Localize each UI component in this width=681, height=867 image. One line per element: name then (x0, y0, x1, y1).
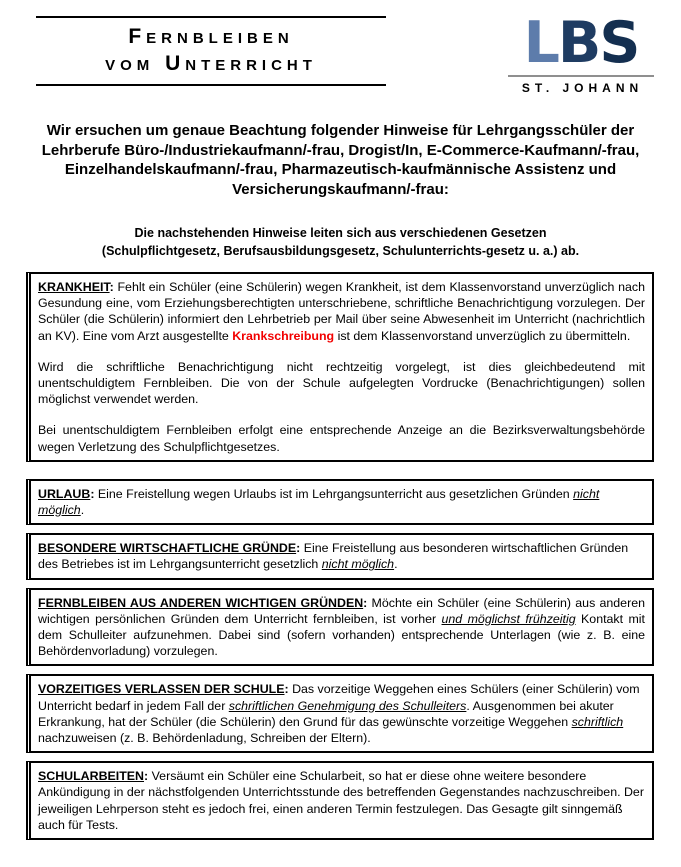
section-heading: VORZEITIGES VERLASSEN DER SCHULE (38, 682, 285, 697)
section-box-urlaub (26, 479, 654, 525)
section-box-krankheit (26, 272, 654, 462)
logo-subtitle: ST. JOHANN (521, 81, 644, 95)
text-run: : (144, 769, 152, 784)
text-run: . (80, 503, 85, 518)
text-run: : (109, 280, 118, 294)
sections (26, 272, 654, 848)
text-run: Kontakt mit dem Schulleiter aufzunehmen. Dabei sind (sofern vorhanden) entsprechende Unterlagen (wie z. B. eine Behördenvorladung) vorzulegen. (38, 611, 645, 659)
section-heading: SCHULARBEITEN (38, 769, 145, 784)
lbs-logo (508, 12, 654, 95)
text-run: : (284, 682, 293, 697)
logo-letter-s: S (599, 10, 639, 76)
section-heading: URLAUB (38, 486, 91, 501)
text-run: nicht möglich (321, 557, 395, 572)
text-run: : (296, 541, 304, 556)
text-run: Bei unentschuldigtem Fernbleiben erfolgt eine entsprechende Anzeige an die Bezirksverwaltungsbehörde wegen Verletzung des Schulpflichtgesetzes. (38, 423, 645, 454)
section-box-wirtschaftliche-gruende (26, 533, 654, 579)
section-paragraph (38, 768, 645, 833)
text-run: Eine Freistellung wegen Urlaubs ist im Lehrgangsunterricht aus gesetzlichen Gründen (97, 486, 574, 501)
logo-letter-b: B (557, 10, 600, 76)
text-run: schriftlichen Genehmigung des Schulleiters (228, 698, 467, 713)
page-title-line-1: Fernbleiben (128, 25, 294, 48)
document-title-block (36, 16, 386, 86)
section-heading: BESONDERE WIRTSCHAFTLICHE GRÜNDE (38, 541, 297, 556)
logo-lbs (508, 12, 654, 74)
text-run: Wird die schriftliche Benachrichtigung nicht rechtzeitig vorgelegt, ist dies gleichbedeutend mit unentschuldigtem Fernbleiben. Die von der Schule aufgelegten Vordrucke (Benachrichtigungen) sollen möglichst verwendet werden. (38, 359, 645, 407)
section-paragraph (38, 359, 645, 408)
section-paragraph (38, 486, 645, 518)
section-paragraph (38, 279, 645, 344)
section-heading: KRANKHEIT (38, 280, 110, 294)
section-paragraph (38, 681, 645, 746)
text-run: ist dem Klassenvorstand unverzüglich zu übermitteln. (334, 328, 631, 343)
text-run: nicht möglich (38, 486, 600, 518)
section-paragraph (38, 422, 645, 454)
text-run: : (363, 595, 372, 610)
text-run: Möchte ein Schüler (eine Schülerin) aus anderen wichtigen persönlichen Gründen dem Unterricht fernbleiben, ist vorher (38, 595, 645, 626)
intro-paragraph: Wir ersuchen um genaue Beachtung folgender Hinweise für Lehrgangsschüler der Lehrberufe Büro-/Industriekaufmann/-frau, Drogist/In, E-Commerce-Kaufmann/-frau, Einzelhandelskaufmann/-frau, Pharmazeutisch-kaufmännische Assistenz und Versicherungskaufmann/-frau: (41, 122, 640, 198)
text-run: Versäumt ein Schüler eine Schularbeit, so hat er diese ohne weitere besondere Ankündigung in der nächstfolgenden Unterrichtsstunde des betreffenden Gegenstandes nachzuschreiben. Der jeweiligen Lehrperson steht es jedoch frei, einen anderen Termin festzulegen. Das Gesagte gilt sinngemäß auch für Tests. (38, 769, 644, 832)
text-run: : (90, 486, 98, 501)
text-run: . Ausgenommen bei akuter Erkrankung, hat der Schüler (die Schülerin) den Grund für das gewünschte vorzeitige Weggehen (38, 698, 614, 729)
section-box-vorzeitiges-verlassen (26, 674, 654, 753)
section-box-andere-wichtige-gruende (26, 588, 654, 667)
section-paragraph (38, 540, 645, 572)
section-box-schularbeiten (26, 761, 654, 840)
logo-letter-l: L (523, 10, 558, 76)
legal-basis-paragraph: Die nachstehenden Hinweise leiten sich aus verschiedenen Gesetzen (Schulpflichtgesetz, Berufsausbildungsgesetz, Schulunterrichts-gesetz u. a.) ab. (101, 226, 580, 258)
section-paragraph (38, 595, 645, 660)
text-run: nachzuweisen (z. B. Behördenladung, Schreiben der Eltern). (38, 731, 371, 746)
text-run: Krankschreibung (232, 328, 335, 343)
text-run: schriftlich (571, 714, 624, 729)
text-run: Eine Freistellung aus besonderen wirtschaftlichen Gründen des Betriebes ist im Lehrgangsunterricht gesetzlich (38, 541, 629, 572)
page-title-line-2: vom Unterricht (105, 52, 317, 75)
text-run: . (394, 557, 398, 572)
text-run: Das vorzeitige Weggehen eines Schülers (einer Schülerin) vom Unterricht bedarf in jedem Fall der (38, 682, 640, 713)
text-run: und möglichst frühzeitig (441, 611, 576, 626)
text-run: Fehlt ein Schüler (eine Schülerin) wegen Krankheit, ist dem Klassenvorstand unverzüglich nach Gesundung eine, vom Erziehungsberechtigten unterschriebene, schriftliche Benachrichtigung vorzulegen. Der Schüler (die Schülerin) informiert den Lehrbetrieb per Mail über seine Abwesenheit im Unterricht (nachrichtlich an KV). Eine vom Arzt ausgestellte (38, 280, 645, 343)
section-heading: FERNBLEIBEN AUS ANDEREN WICHTIGEN GRÜNDEN (38, 595, 364, 610)
